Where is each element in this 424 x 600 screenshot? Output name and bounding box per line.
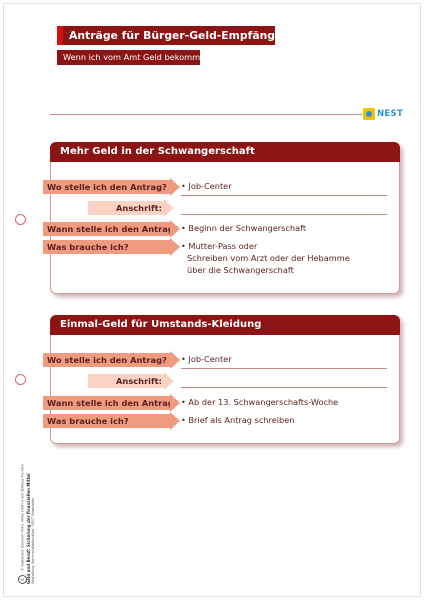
label-when: Wann stelle ich den Antrag? [43,222,170,236]
value-what-line-1: • Mutter-Pass oder [181,241,258,251]
page-border [3,3,421,597]
address-fill-line [181,214,387,215]
value-when: • Beginn der Schwangerschaft [181,223,307,233]
label-where: Wo stelle ich den Antrag? [43,353,170,367]
page-subtitle: Wenn ich vom Amt Geld bekomme. [57,50,200,65]
label-what: Was brauche ich? [43,240,170,254]
fill-line [181,195,387,196]
label-what: Was brauche ich? [43,414,170,428]
value-what-line-3: über die Schwangerschaft [187,265,294,275]
credits-line-2: Geld und Beruf: Sicherung der finanziellen Mittel [26,473,31,584]
label-where: Wo stelle ich den Antrag? [43,180,170,194]
credits-line-1: © Nationales Zentrum Frühe Hilfen (NZFH) und Stiftung Pro Kind [20,464,25,571]
side-credits [18,394,35,584]
label-address: Anschrift: [88,201,164,215]
nest-logo-text: NEST [377,109,404,119]
page-number-badge: 4 [18,575,27,584]
label-when: Wann stelle ich den Antrag? [43,396,170,410]
address-fill-line [181,387,387,388]
value-what-line-2: Schreiben vom Arzt oder der Hebamme [187,253,350,263]
punch-hole-icon [15,214,26,225]
nest-logo-icon [363,108,375,120]
card-title: Einmal-Geld für Umstands-Kleidung [50,315,400,335]
punch-hole-icon [15,374,26,385]
credits-line-3: Gestaltung: Kommunikationsbüro · NEST Materialien [31,497,36,584]
value-where: • Job-Center [181,181,232,191]
card-title: Mehr Geld in der Schwangerschaft [50,142,400,162]
label-address: Anschrift: [88,374,164,388]
value-where: • Job-Center [181,354,232,364]
value-what-line-1: • Brief als Antrag schreiben [181,415,295,425]
fill-line [181,368,387,369]
header-divider [50,114,362,115]
nest-logo [363,107,405,121]
value-when: • Ab der 13. Schwangerschafts-Woche [181,397,339,407]
page-title: Anträge für Bürger-Geld-Empfänger [57,26,275,45]
